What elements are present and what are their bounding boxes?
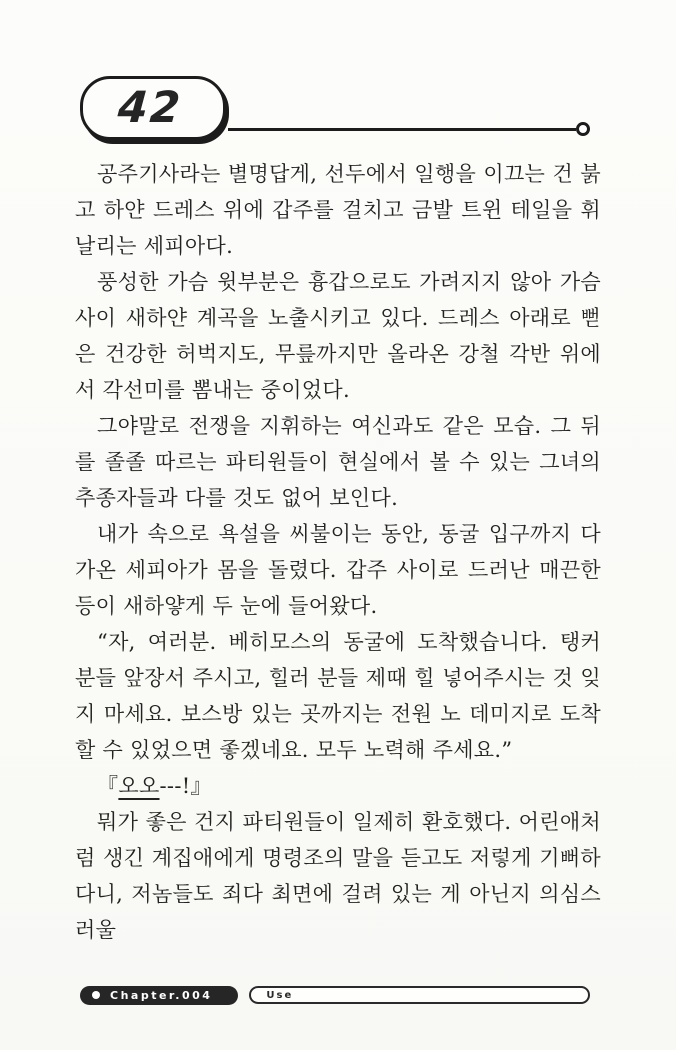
paragraph-dialogue: “자, 여러분. 베히모스의 동굴에 도착했습니다. 탱커 분들 앞장서 주시고, 힐러 분들 제때 힐 넣어주시는 것 잊지 마세요. 보스방 있는 곳까지는 전원 노 데미지로 도착할 수 있었으면 좋겠네요. 모두 노력해 주세요.” [75, 630, 601, 762]
chapter-header [80, 76, 590, 140]
page-number: 42 [116, 82, 184, 133]
ring-end-icon [576, 122, 590, 136]
running-title-label: Use [266, 989, 294, 1001]
paragraph-shout [75, 768, 601, 804]
running-title-pill [249, 986, 590, 1004]
paragraph: 공주기사라는 별명답게, 선두에서 일행을 이끄는 건 붉고 하얀 드레스 위에 갑주를 걸치고 금발 트윈 테일을 휘날리는 세피아다. [75, 162, 601, 258]
paragraph: 풍성한 가슴 윗부분은 흉갑으로도 가려지지 않아 가슴 사이 새하얀 계곡을 노출시키고 있다. 드레스 아래로 뻗은 건강한 허벅지도, 무릎까지만 올라온 강철 각반 위에서 각선미를 뽐내는 중이었다. [75, 270, 601, 402]
paragraph: 내가 속으로 욕설을 씨불이는 동안, 동굴 입구까지 다가온 세피아가 몸을 돌렸다. 갑주 사이로 드러난 매끈한 등이 새하얗게 두 눈에 들어왔다. [75, 522, 601, 618]
paragraph: 그야말로 전쟁을 지휘하는 여신과도 같은 모습. 그 뒤를 졸졸 따르는 파티원들이 현실에서 볼 수 있는 그녀의 추종자들과 다를 것도 없어 보인다. [75, 414, 601, 510]
header-rule [228, 128, 576, 131]
page-footer [80, 985, 590, 1005]
page-number-badge [80, 76, 226, 140]
shout-open-bracket: 『 [97, 774, 119, 798]
paragraph: 뭐가 좋은 건지 파티원들이 일제히 환호했다. 어린애처럼 생긴 계집애에게 명령조의 말을 듣고도 저렇게 기뻐하다니, 저놈들도 죄다 최면에 걸려 있는 게 아닌지 의심스러울 [75, 810, 601, 942]
bullet-icon [92, 991, 100, 999]
chapter-label: Chapter.004 [110, 988, 213, 1002]
body-text [75, 156, 601, 948]
shout-rest: ---!』 [159, 774, 212, 798]
chapter-badge [80, 986, 238, 1005]
shout-emphasis: 오오 [118, 774, 160, 798]
